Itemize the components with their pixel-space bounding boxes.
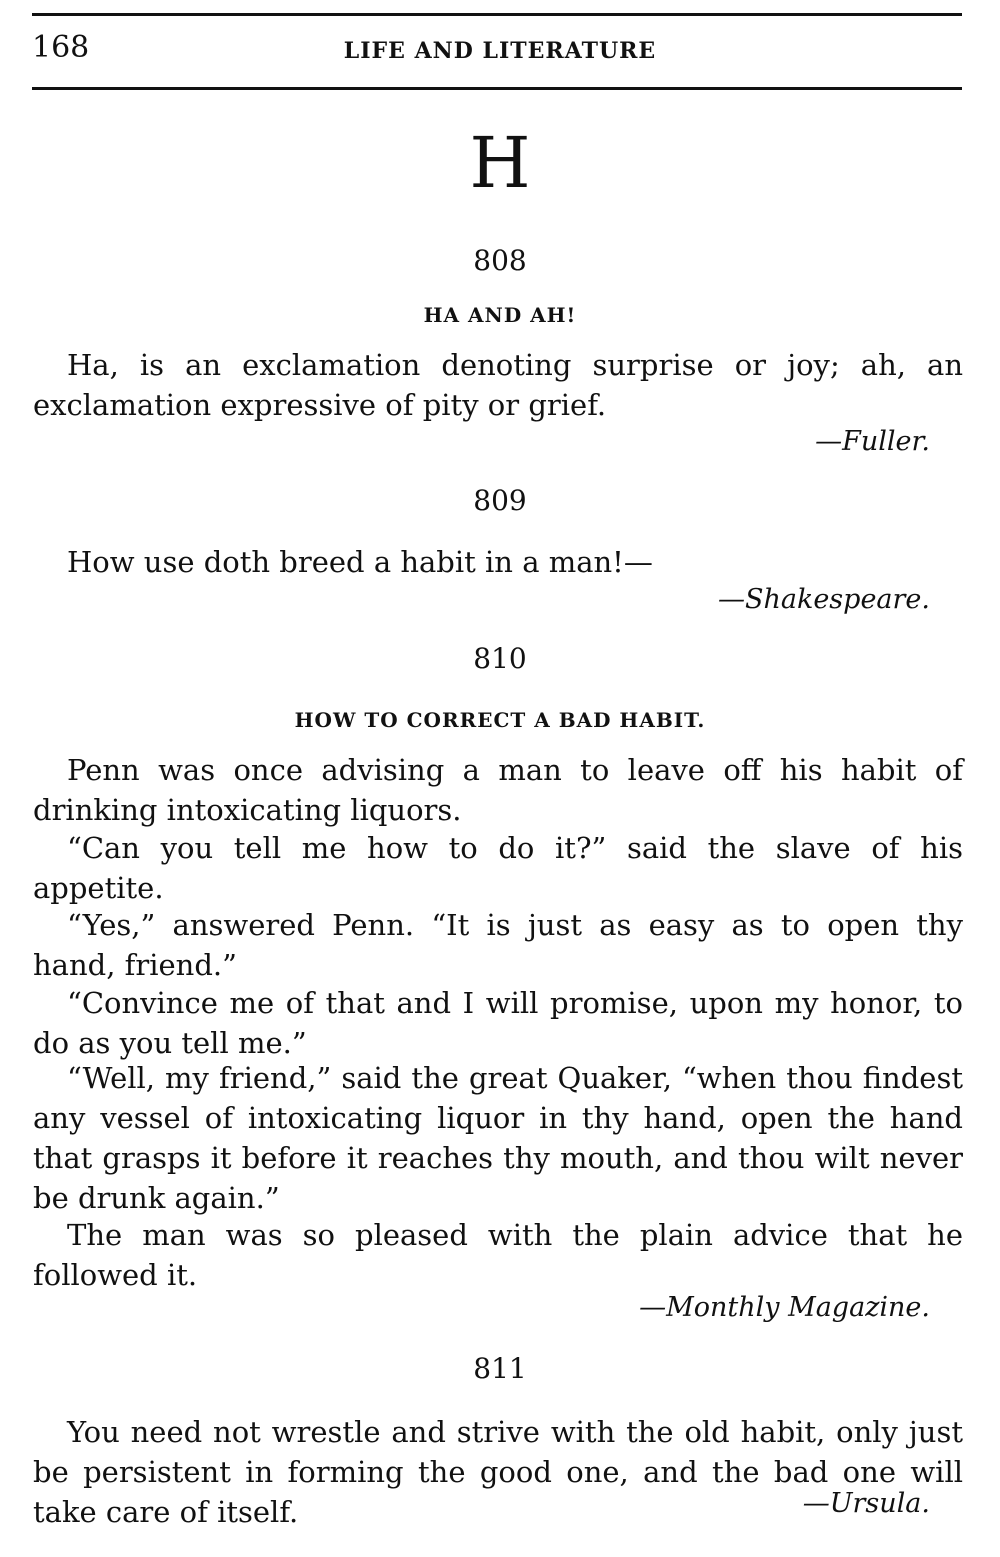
page-number: 168 <box>32 30 90 65</box>
entry-number: 808 <box>473 244 527 277</box>
header-rule <box>32 87 962 90</box>
entry-paragraph: Ha, is an exclamation denoting surprise or joy; ah, an exclamation expressive of pity or grief. <box>33 348 963 422</box>
entry-title: HOW TO CORRECT A BAD HABIT. <box>294 708 706 732</box>
entry-title: HA AND AH! <box>423 303 577 327</box>
section-letter: H <box>469 122 531 204</box>
entry-paragraph: Penn was once advising a man to leave off his habit of drinking intoxicating liquors. <box>33 753 963 827</box>
entry-paragraph: “Convince me of that and I will promise, upon my honor, to do as you tell me.” <box>33 986 963 1060</box>
entry-attribution: —Monthly Magazine. <box>639 1292 930 1323</box>
entry-attribution: —Ursula. <box>802 1488 930 1519</box>
entry-paragraph: “Yes,” answered Penn. “It is just as easy as to open thy hand, friend.” <box>33 908 963 982</box>
entry-paragraph: How use doth breed a habit in a man!— <box>67 545 653 579</box>
entry-paragraph: You need not wrestle and strive with the old habit, only just be persistent in forming the good one, and the bad one will take care of itself. <box>33 1415 963 1529</box>
top-rule <box>32 13 962 16</box>
entry-number: 809 <box>473 484 527 517</box>
entry-paragraph: “Well, my friend,” said the great Quaker, “when thou findest any vessel of intoxicating liquor in thy hand, open the hand that grasps it before it reaches thy mouth, and thou wilt never be drunk again.” <box>33 1061 963 1215</box>
entry-number: 810 <box>473 642 527 675</box>
entry-paragraph: The man was so pleased with the plain advice that he followed it. <box>33 1218 963 1292</box>
entry-attribution: —Shakespeare. <box>717 584 930 615</box>
entry-attribution: —Fuller. <box>815 426 930 457</box>
entry-number: 811 <box>473 1352 527 1385</box>
entry-paragraph: “Can you tell me how to do it?” said the slave of his appetite. <box>33 831 963 905</box>
running-head: LIFE AND LITERATURE <box>343 38 657 64</box>
